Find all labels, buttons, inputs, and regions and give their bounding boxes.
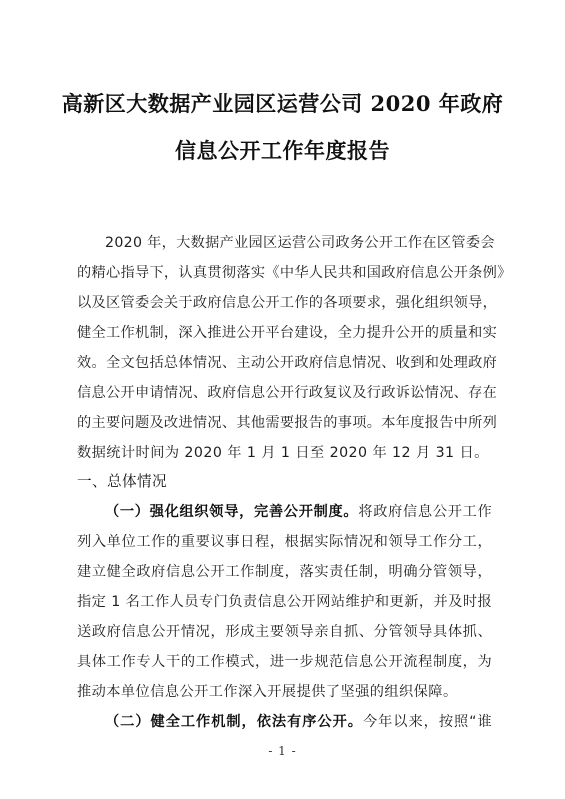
subsection-1-first-line <box>105 501 492 523</box>
intro-line-1: 2020 年，大数据产业园区运营公司政务公开工作在区管委会 <box>105 235 495 251</box>
subsection-2-first-line <box>105 711 492 733</box>
report-title-line-1: 高新区大数据产业园区运营公司 2020 年政府 <box>61 91 504 116</box>
subsection-1-line-7: 推动本单位信息公开工作深入开展提供了坚强的组织保障。 <box>77 684 458 700</box>
subsection-2-heading: （二）健全工作机制，依法有序公开。 <box>105 714 363 730</box>
intro-line-3: 以及区管委会关于政府信息公开工作的各项要求，强化组织领导， <box>77 295 498 311</box>
intro-line-7: 的主要问题及改进情况、其他需要报告的事项。本年度报告中所列 <box>77 415 498 431</box>
subsection-1-heading: （一）强化组织领导，完善公开制度。 <box>105 504 359 520</box>
intro-line-4: 健全工作机制，深入推进公开平台建设，全力提升公开的质量和实 <box>77 325 498 341</box>
subsection-1-line-3: 建立健全政府信息公开工作制度，落实责任制，明确分管领导， <box>77 564 492 580</box>
report-title-line-2: 信息公开工作年度报告 <box>175 138 390 163</box>
intro-line-8: 数据统计时间为 2020 年 1 月 1 日至 2020 年 12 月 31 日。 <box>77 445 489 461</box>
section-heading-overview: 一、总体情况 <box>77 473 167 490</box>
intro-line-2: 的精心指导下，认真贯彻落实《中华人民共和国政府信息公开条例》 <box>77 265 512 281</box>
subsection-1-line-5: 送政府信息公开情况，形成主要领导亲自抓、分管领导具体抓、 <box>77 624 492 640</box>
subsection-1-line-6: 具体工作专人干的工作模式，进一步规范信息公开流程制度，为 <box>77 654 492 670</box>
intro-line-5: 效。全文包括总体情况、主动公开政府信息情况、收到和处理政府 <box>77 355 498 371</box>
intro-line-6: 信息公开申请情况、政府信息公开行政复议及行政诉讼情况、存在 <box>77 385 498 401</box>
page-number: - 1 - <box>268 744 297 758</box>
subsection-1-line-4: 指定 1 名工作人员专门负责信息公开网站维护和更新，并及时报 <box>77 594 492 610</box>
subsection-1-first-text: 将政府信息公开工作 <box>358 504 493 520</box>
subsection-1-line-2: 列入单位工作的重要议事日程，根据实际情况和领导工作分工， <box>77 534 492 550</box>
subsection-2-first-text: 今年以来，按照“谁 <box>362 714 492 730</box>
